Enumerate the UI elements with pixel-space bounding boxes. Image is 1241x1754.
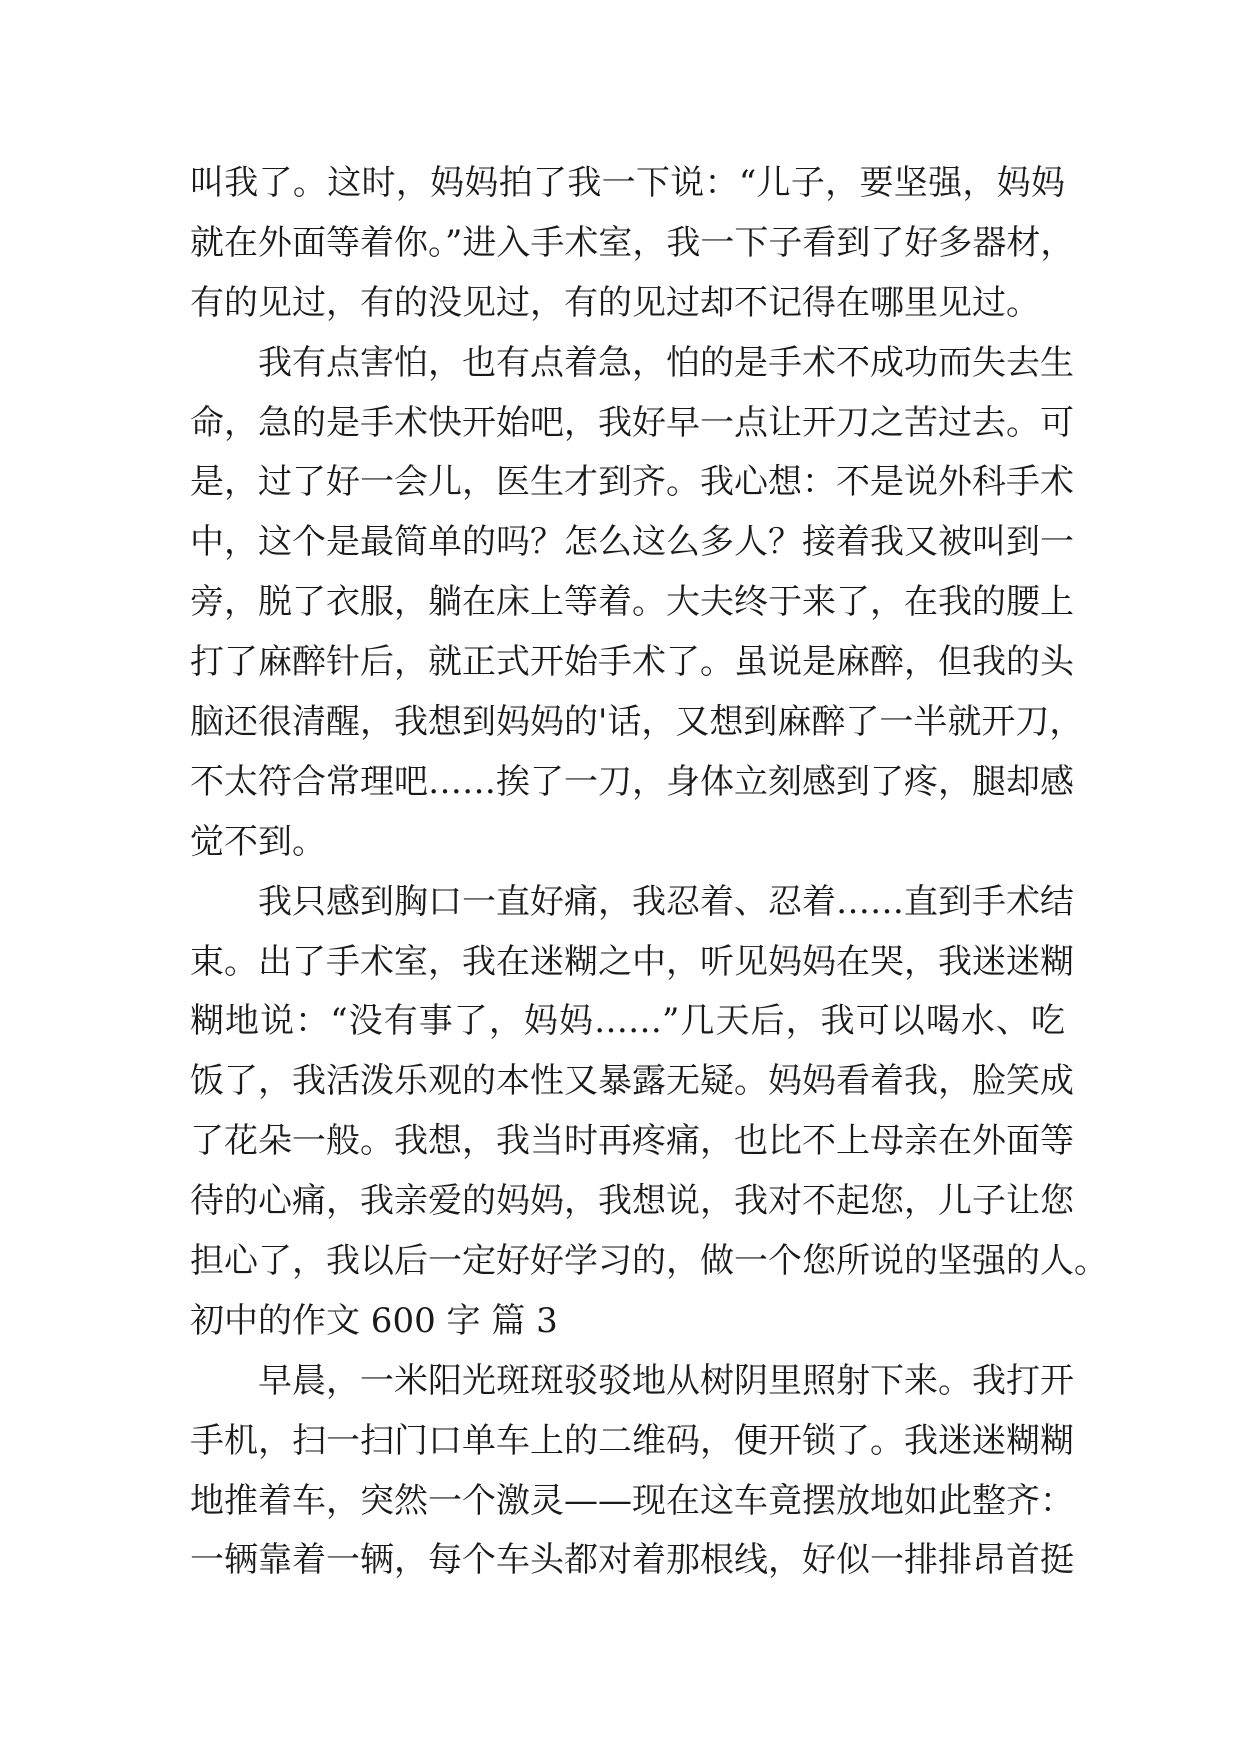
- text-line: 地推着车，突然一个激灵——现在这车竟摆放地如此整齐：: [190, 1480, 1074, 1521]
- text-line: 早晨，一米阳光斑斑驳驳地从树阴里照射下来。我打开: [258, 1360, 1074, 1401]
- text-line: 就在外面等着你。”进入手术室，我一下子看到了好多器材，: [190, 222, 1075, 263]
- text-line: 担心了，我以后一定好好学习的，做一个您所说的坚强的人。: [190, 1241, 1108, 1282]
- text-line: 待的心痛，我亲爱的妈妈，我想说，我对不起您，儿子让您: [190, 1181, 1074, 1222]
- essay-body: [190, 154, 1108, 1591]
- text-line: 束。出了手术室，我在迷糊之中，听见妈妈在哭，我迷迷糊: [190, 941, 1074, 982]
- text-line: 是，过了好一会儿，医生才到齐。我心想：不是说外科手术: [190, 462, 1074, 503]
- text-line: 中，这个是最简单的吗？怎么这么多人？接着我又被叫到一: [190, 522, 1074, 563]
- text-line: 手机，扫一扫门口单车上的二维码，便开锁了。我迷迷糊糊: [190, 1420, 1074, 1461]
- text-line: 脑还很清醒，我想到妈妈的'话，又想到麻醉了一半就开刀，: [190, 702, 1084, 743]
- section-heading: 初中的作文 600 字 篇 3: [190, 1300, 558, 1341]
- text-line: 了花朵一般。我想，我当时再疼痛，也比不上母亲在外面等: [190, 1121, 1074, 1162]
- text-line: 一辆靠着一辆，每个车头都对着那根线，好似一排排昂首挺: [190, 1540, 1074, 1581]
- text-line: 叫我了。这时，妈妈拍了我一下说：“儿子，要坚强，妈妈: [190, 163, 1065, 203]
- text-line: 命，急的是手术快开始吧，我好早一点让开刀之苦过去。可: [190, 402, 1074, 443]
- text-line: 糊地说：“没有事了，妈妈……”几天后，我可以喝水、吃: [190, 1001, 1065, 1042]
- text-line: 我只感到胸口一直好痛，我忍着、忍着……直到手术结: [258, 881, 1074, 922]
- text-line: 饭了，我活泼乐观的本性又暴露无疑。妈妈看着我，脸笑成: [190, 1061, 1074, 1102]
- text-line: 有的见过，有的没见过，有的见过却不记得在哪里见过。: [190, 282, 1040, 323]
- text-line: 旁，脱了衣服，躺在床上等着。大夫终于来了，在我的腰上: [190, 582, 1074, 623]
- text-line: 觉不到。: [190, 821, 326, 862]
- text-line: 打了麻醉针后，就正式开始手术了。虽说是麻醉，但我的头: [190, 642, 1074, 683]
- text-line: 我有点害怕，也有点着急，怕的是手术不成功而失去生: [258, 342, 1074, 383]
- text-line: 不太符合常理吧……挨了一刀，身体立刻感到了疼，腿却感: [190, 761, 1074, 802]
